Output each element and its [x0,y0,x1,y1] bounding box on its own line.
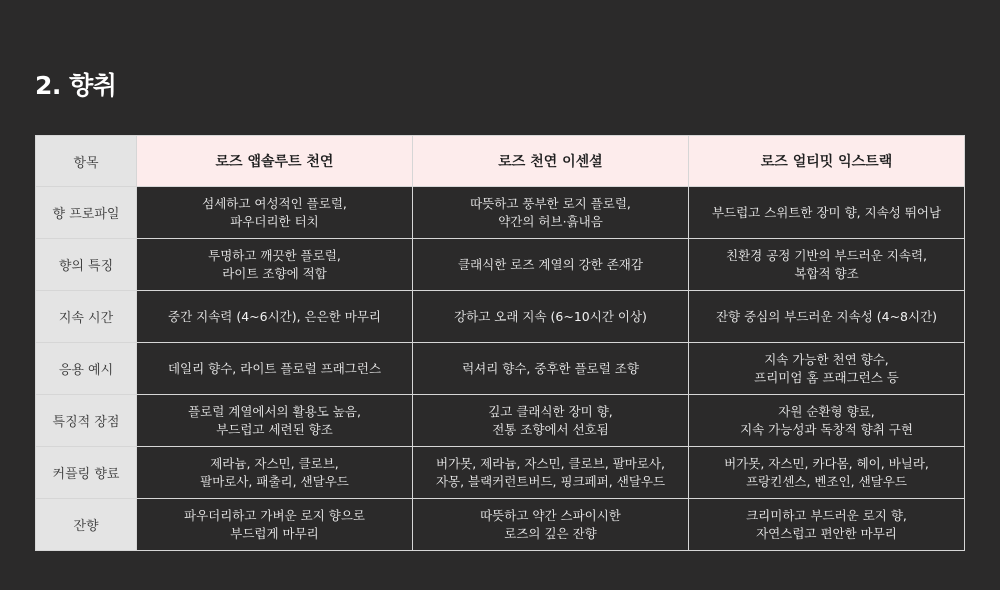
table-cell: 섬세하고 여성적인 플로럴, 파우더리한 터치 [137,187,413,239]
header-cell-item: 항목 [36,136,137,187]
table-row [36,395,965,447]
row-label: 잔향 [36,499,137,551]
section-title: 2. 향취 [35,71,117,100]
row-label: 특징적 장점 [36,395,137,447]
header-cell-product: 로즈 천연 이센셜 [413,136,689,187]
row-label: 향의 특징 [36,239,137,291]
header-row [36,136,965,187]
table-row [36,447,965,499]
table-row [36,499,965,551]
table-cell: 지속 가능한 천연 향수, 프리미엄 홈 프래그런스 등 [689,343,965,395]
table-cell: 데일리 향수, 라이트 플로럴 프래그런스 [137,343,413,395]
table-cell: 크리미하고 부드러운 로지 향, 자연스럽고 편안한 마무리 [689,499,965,551]
row-label: 지속 시간 [36,291,137,343]
table-row [36,291,965,343]
table-cell: 럭셔리 향수, 중후한 플로럴 조향 [413,343,689,395]
table-cell: 중간 지속력 (4~6시간), 은은한 마무리 [137,291,413,343]
header-cell-product: 로즈 앱솔루트 천연 [137,136,413,187]
table-cell: 파우더리하고 가벼운 로지 향으로 부드럽게 마무리 [137,499,413,551]
table-cell: 따뜻하고 약간 스파이시한 로즈의 깊은 잔향 [413,499,689,551]
row-label: 커플링 향료 [36,447,137,499]
table-cell: 버가못, 자스민, 카다몸, 헤이, 바닐라, 프랑킨센스, 벤조인, 샌달우드 [689,447,965,499]
table-row [36,187,965,239]
table-row [36,343,965,395]
table-cell: 친환경 공정 기반의 부드러운 지속력, 복합적 향조 [689,239,965,291]
table-cell: 부드럽고 스위트한 장미 향, 지속성 뛰어남 [689,187,965,239]
row-label: 응용 예시 [36,343,137,395]
table-cell: 잔향 중심의 부드러운 지속성 (4~8시간) [689,291,965,343]
table-row [36,239,965,291]
comparison-table [35,135,965,551]
row-label: 향 프로파일 [36,187,137,239]
table-cell: 따뜻하고 풍부한 로지 플로럴, 약간의 허브·흙내음 [413,187,689,239]
table-cell: 제라늄, 자스민, 클로브, 팔마로사, 패출리, 샌달우드 [137,447,413,499]
table-cell: 투명하고 깨끗한 플로럴, 라이트 조향에 적합 [137,239,413,291]
table-cell: 클래식한 로즈 계열의 강한 존재감 [413,239,689,291]
header-cell-product: 로즈 얼티밋 익스트랙 [689,136,965,187]
table-cell: 버가못, 제라늄, 자스민, 클로브, 팔마로사, 자몽, 블랙커런트버드, 핑크페퍼, 샌달우드 [413,447,689,499]
table-cell: 깊고 클래식한 장미 향, 전통 조향에서 선호됨 [413,395,689,447]
table-cell: 플로럴 계열에서의 활용도 높음, 부드럽고 세련된 향조 [137,395,413,447]
table-cell: 강하고 오래 지속 (6~10시간 이상) [413,291,689,343]
table-cell: 자원 순환형 향료, 지속 가능성과 독창적 향취 구현 [689,395,965,447]
